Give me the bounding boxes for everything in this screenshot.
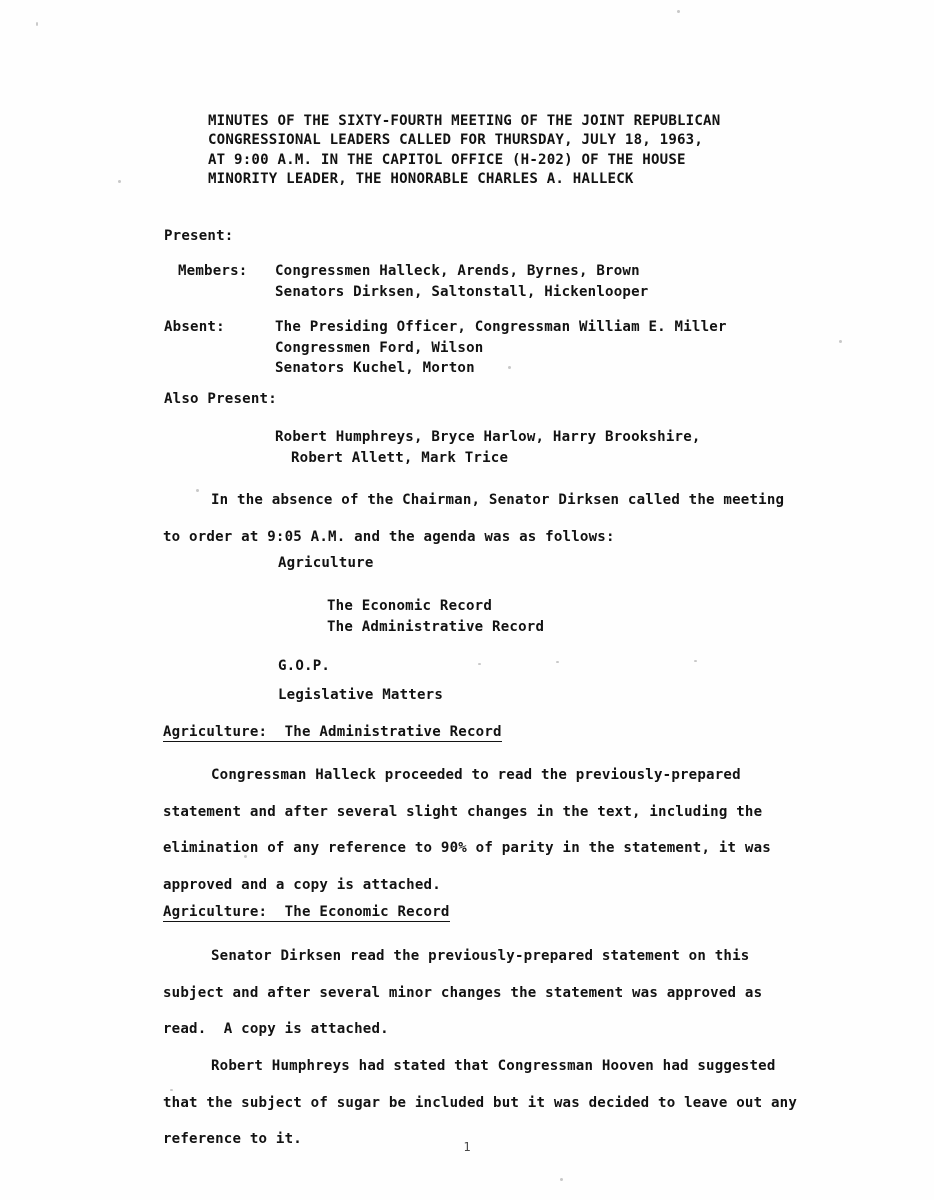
economic-line-2: subject and after several minor changes the statement was approved as	[163, 984, 763, 1001]
sugar-line-3: reference to it.	[163, 1131, 302, 1147]
administrative-line-2: statement and after several slight changes in the text, including the	[163, 803, 763, 820]
page-number: 1	[463, 1140, 471, 1154]
scan-speckle	[694, 660, 697, 662]
sugar-line-1: Robert Humphreys had stated that Congressman Hooven had suggested	[211, 1058, 776, 1074]
absent-line-2: Congressmen Ford, Wilson	[275, 339, 484, 356]
absent-row	[164, 317, 727, 379]
title-line-2: CONGRESSIONAL LEADERS CALLED FOR THURSDAY, JULY 18, 1963,	[208, 132, 704, 149]
administrative-line-3: elimination of any reference to 90% of parity in the statement, it was	[163, 840, 771, 856]
present-label: Present:	[164, 228, 234, 244]
members-row	[178, 261, 648, 302]
scan-speckle	[839, 340, 842, 343]
agenda-item-legislative-wrap	[278, 685, 443, 706]
also-present-line-1: Robert Humphreys, Bryce Harlow, Harry Brookshire,	[275, 429, 701, 445]
economic-line-1: Senator Dirksen read the previously-prepared statement on this	[211, 948, 750, 964]
intro-line-1: In the absence of the Chairman, Senator Dirksen called the meeting	[211, 492, 785, 508]
scan-speckle	[556, 661, 559, 663]
also-present-line-2: Robert Allett, Mark Trice	[291, 449, 509, 466]
title-line-3: AT 9:00 A.M. IN THE CAPITOL OFFICE (H-202) OF THE HOUSE	[208, 151, 686, 168]
scan-speckle	[560, 1178, 563, 1181]
agenda-item-legislative-matters: Legislative Matters	[278, 687, 444, 703]
agenda-subitem-administrative-record: The Administrative Record	[327, 618, 545, 635]
agenda-item-agriculture: Agriculture	[278, 555, 374, 571]
title-line-1: MINUTES OF THE SIXTY-FOURTH MEETING OF THE JOINT REPUBLICAN	[208, 113, 721, 129]
section-heading-administrative	[163, 721, 502, 742]
absent-label: Absent:	[164, 319, 225, 335]
economic-paragraph	[163, 938, 853, 1048]
agenda-sublist-agriculture	[278, 596, 544, 637]
absent-line-1: The Presiding Officer, Congressman William E. Miller	[275, 319, 727, 335]
also-present-label: Also Present:	[164, 391, 277, 407]
title-line-4: MINORITY LEADER, THE HONORABLE CHARLES A. HALLECK	[208, 171, 634, 188]
sugar-line-2: that the subject of sugar be included but it was decided to leave out any	[163, 1094, 798, 1111]
members-line-1: Congressmen Halleck, Arends, Byrnes, Brown	[275, 263, 640, 279]
agenda-list	[278, 553, 374, 574]
agenda-item-gop: G.O.P.	[278, 658, 331, 674]
document-title	[208, 112, 720, 190]
administrative-line-4: approved and a copy is attached.	[163, 876, 441, 893]
section-heading-economic	[163, 901, 450, 922]
scan-speckle	[118, 180, 121, 183]
intro-line-2: to order at 9:05 A.M. and the agenda was as follows:	[163, 528, 615, 545]
economic-line-3: read. A copy is attached.	[163, 1021, 389, 1037]
intro-paragraph	[163, 482, 853, 555]
administrative-paragraph	[163, 757, 853, 903]
section-heading-economic-text: Agriculture: The Economic Record	[163, 904, 450, 920]
absent-line-3: Senators Kuchel, Morton	[275, 360, 475, 377]
scan-speckle	[478, 663, 481, 665]
section-heading-administrative-text: Agriculture: The Administrative Record	[163, 724, 502, 740]
members-label: Members:	[178, 263, 248, 279]
also-present-names	[275, 427, 701, 468]
scan-speckle	[36, 22, 38, 26]
members-line-2: Senators Dirksen, Saltonstall, Hickenlooper	[275, 283, 649, 300]
administrative-line-1: Congressman Halleck proceeded to read the previously-prepared	[211, 767, 741, 783]
scan-speckle	[677, 10, 680, 13]
agenda-subitem-economic-record: The Economic Record	[327, 598, 493, 614]
agenda-item-gop-wrap	[278, 656, 330, 677]
